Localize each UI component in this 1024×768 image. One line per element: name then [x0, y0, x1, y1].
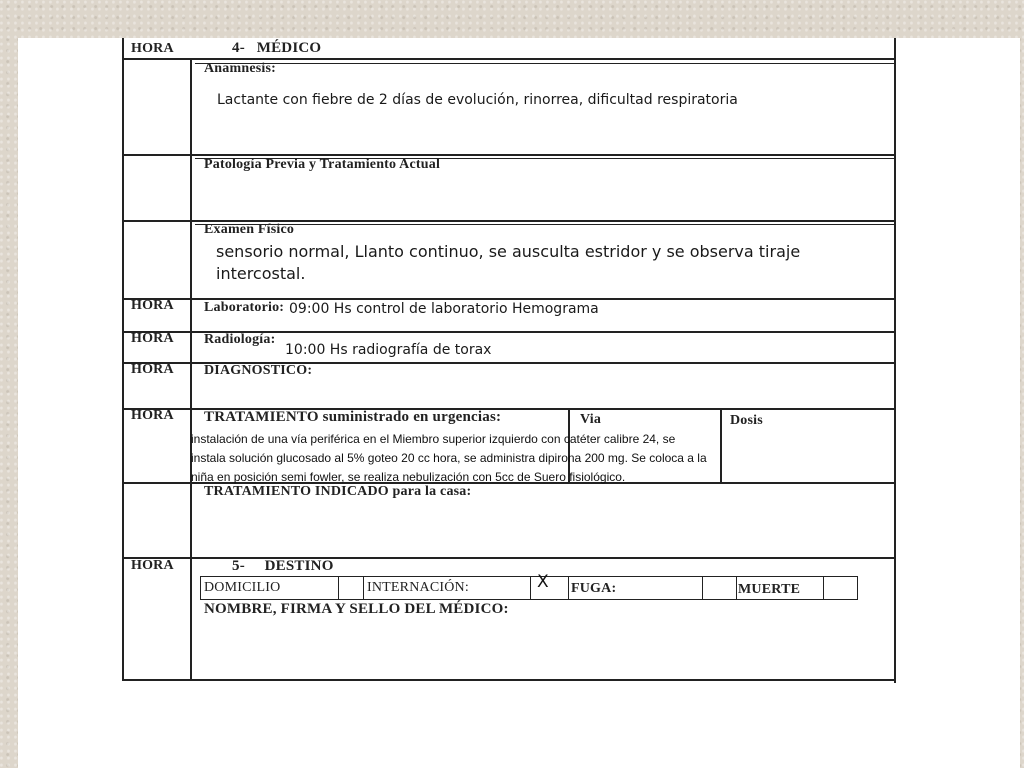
paper-sheet: [18, 38, 1020, 768]
tratamiento-line-3: niña en posición semi fowler, se realiza nebulización con 5cc de Suero fisiológico.: [191, 470, 626, 484]
section-4-title: 4- MÉDICO: [232, 40, 322, 56]
examen-fisico-line-1: sensorio normal, Llanto continuo, se ausculta estridor y se observa tiraje: [216, 242, 801, 261]
hora-label-destino: HORA: [131, 558, 174, 573]
hora-label-header: HORA: [131, 41, 174, 56]
tratamiento-urgencias-label: TRATAMIENTO suministrado en urgencias:: [204, 409, 502, 425]
internacion-option: INTERNACIÓN:: [367, 580, 469, 595]
hora-label-tratamiento: HORA: [131, 408, 174, 423]
section-5-title: 5- DESTINO: [232, 558, 334, 574]
internacion-checkmark: X: [537, 572, 549, 592]
tratamiento-casa-label: TRATAMIENTO INDICADO para la casa:: [204, 484, 472, 499]
via-label: Via: [580, 412, 602, 427]
laboratorio-text: 09:00 Hs control de laboratorio Hemograma: [289, 301, 599, 317]
domicilio-option: DOMICILIO: [204, 580, 281, 595]
patologia-label: Patología Previa y Tratamiento Actual: [204, 157, 441, 172]
tratamiento-text: [191, 430, 831, 487]
examen-fisico-line-2: intercostal.: [216, 264, 306, 283]
anamnesis-label: Anamnesis:: [204, 61, 277, 76]
hora-label-laboratorio: HORA: [131, 298, 174, 313]
diagnostico-label: DIAGNOSTICO:: [204, 363, 313, 378]
hora-label-radiologia: HORA: [131, 331, 174, 346]
radiologia-label: Radiología:: [204, 332, 276, 347]
hora-label-diagnostico: HORA: [131, 362, 174, 377]
tratamiento-line-1: instalación de una vía periférica en el Miembro superior izquierdo con catéter calibre 24, se: [191, 432, 676, 446]
muerte-option: MUERTE: [738, 582, 801, 597]
examen-fisico-label: Examen Físico: [204, 222, 295, 237]
anamnesis-text: Lactante con fiebre de 2 días de evolución, rinorrea, dificultad respiratoria: [217, 92, 738, 108]
laboratorio-label: Laboratorio:: [204, 300, 285, 315]
radiologia-text: 10:00 Hs radiografía de torax: [285, 342, 492, 358]
dosis-label: Dosis: [730, 413, 763, 428]
firma-label: NOMBRE, FIRMA Y SELLO DEL MÉDICO:: [204, 601, 509, 617]
tratamiento-line-2: instala solución glucosado al 5% goteo 20 cc hora, se administra dipirona 200 mg. Se coloca a la: [191, 451, 707, 465]
fuga-option: FUGA:: [571, 581, 617, 596]
